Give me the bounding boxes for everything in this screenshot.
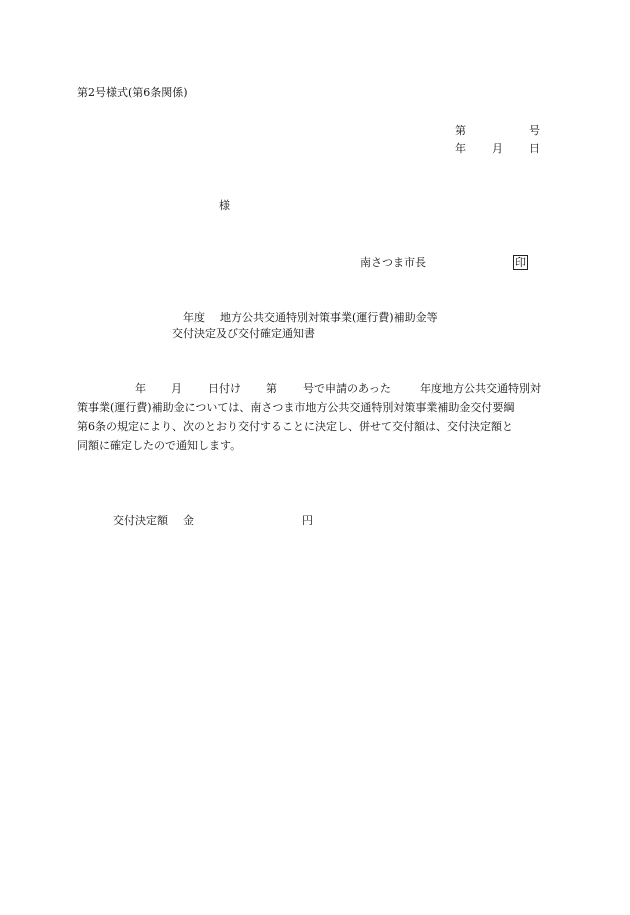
amount-yen: 円 bbox=[302, 514, 313, 527]
body-line2: 策事業(運行費)補助金については、南さつま市地方公共交通特別対策事業補助金交付要綱 bbox=[77, 401, 515, 414]
amount-kin: 金 bbox=[183, 514, 194, 527]
body-tsuki: 月 bbox=[171, 382, 182, 395]
amount-label: 交付決定額 bbox=[113, 514, 168, 527]
title-line1: 地方公共交通特別対策事業(運行費)補助金等 bbox=[220, 311, 438, 324]
body-hizuke: 日付け bbox=[208, 382, 241, 395]
date-month: 月 bbox=[492, 142, 503, 155]
issuer-name: 南さつま市長 bbox=[360, 256, 426, 269]
addressee-sama: 様 bbox=[219, 199, 230, 212]
number-go: 号 bbox=[529, 124, 540, 137]
body-line3: 第6条の規定により、次のとおり交付することに決定し、併せて交付額は、交付決定額と bbox=[77, 420, 513, 433]
form-label: 第2号様式(第6条関係) bbox=[77, 86, 188, 99]
seal-mark bbox=[513, 255, 528, 270]
body-nendo: 年度地方公共交通特別対 bbox=[420, 382, 541, 395]
body-go: 号で申請のあった bbox=[303, 382, 391, 395]
title-line2: 交付決定及び交付確定通知書 bbox=[172, 327, 315, 340]
body-line4: 同額に確定したので通知します。 bbox=[77, 439, 242, 452]
date-day: 日 bbox=[529, 142, 540, 155]
number-dai: 第 bbox=[455, 124, 466, 137]
date-year: 年 bbox=[455, 142, 466, 155]
seal-label: 印 bbox=[515, 256, 526, 269]
title-nendo: 年度 bbox=[183, 311, 205, 324]
body-nen: 年 bbox=[135, 382, 146, 395]
body-dai: 第 bbox=[266, 382, 277, 395]
